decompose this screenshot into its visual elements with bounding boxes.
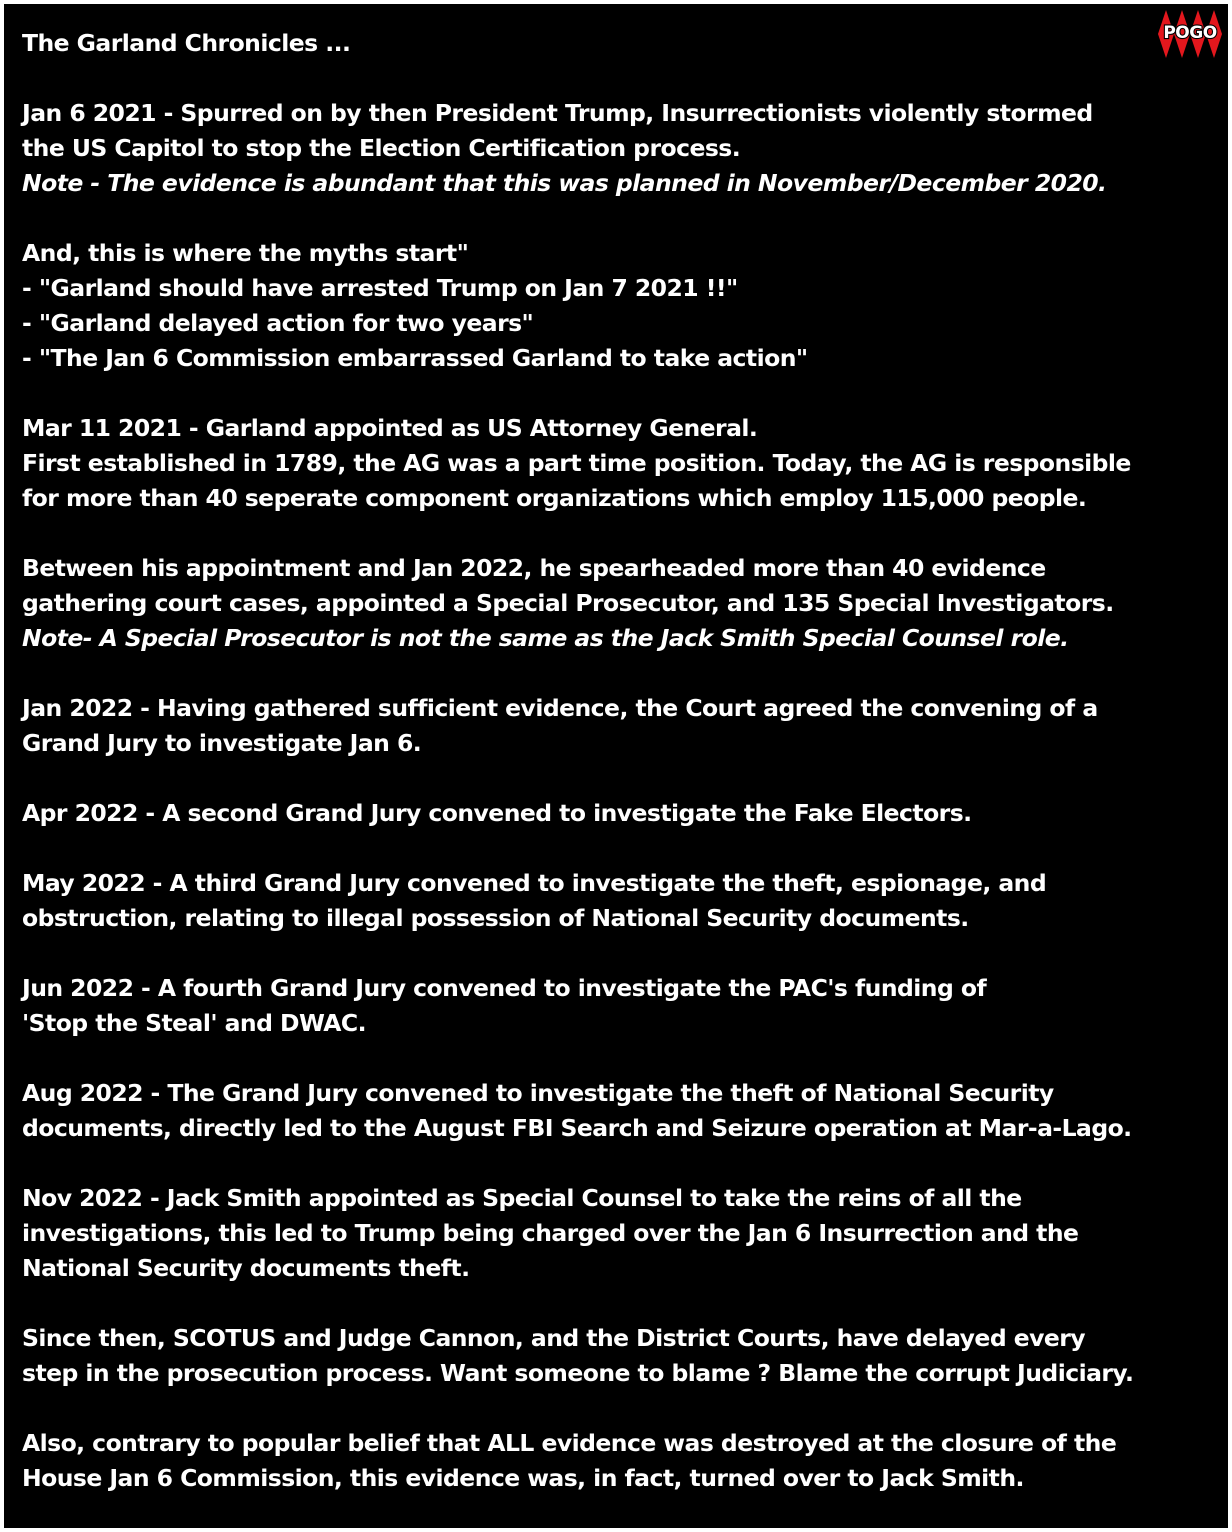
text-line: National Security documents theft.: [22, 1254, 470, 1282]
paragraph-spacer: [22, 656, 1222, 691]
text-line: - "Garland should have arrested Trump on Jan 7 2021 !!": [22, 274, 738, 302]
text-line: And, this is where the myths start": [22, 239, 469, 267]
paragraph-spacer: [22, 1286, 1222, 1321]
text-line: investigations, this led to Trump being charged over the Jan 6 Insurrection and the: [22, 1219, 1079, 1247]
text-line: - "The Jan 6 Commission embarrassed Garland to take action": [22, 344, 808, 372]
note-line: Note- A Special Prosecutor is not the same as the Jack Smith Special Counsel role.: [22, 624, 1069, 652]
paragraph-spacer: [22, 376, 1222, 411]
logo-text: POGO: [1163, 23, 1217, 43]
paragraph-spacer: [22, 831, 1222, 866]
text-line: Also, contrary to popular belief that ALL evidence was destroyed at the closure of the: [22, 1429, 1117, 1457]
text-line: Nov 2022 - Jack Smith appointed as Special Counsel to take the reins of all the: [22, 1184, 1022, 1212]
paragraph: [22, 1181, 1222, 1286]
paragraph: [22, 551, 1222, 656]
text-line: the US Capitol to stop the Election Certification process.: [22, 134, 741, 162]
text-line: House Jan 6 Commission, this evidence was, in fact, turned over to Jack Smith.: [22, 1464, 1024, 1492]
paragraph: [22, 691, 1222, 761]
note-line: Note - The evidence is abundant that this was planned in November/December 2020.: [22, 169, 1107, 197]
text-line: First established in 1789, the AG was a part time position. Today, the AG is responsible: [22, 449, 1131, 477]
paragraph: [22, 1076, 1222, 1146]
text-line: Between his appointment and Jan 2022, he spearheaded more than 40 evidence: [22, 554, 1046, 582]
paragraph: [22, 96, 1222, 201]
text-line: 'Stop the Steal' and DWAC.: [22, 1009, 366, 1037]
post-card: [4, 4, 1228, 1528]
text-line: Mar 11 2021 - Garland appointed as US Attorney General.: [22, 414, 758, 442]
paragraph: [22, 1426, 1222, 1496]
paragraph-spacer: [22, 201, 1222, 236]
post-body: [22, 26, 1222, 1496]
paragraph-spacer: [22, 61, 1222, 96]
text-line: obstruction, relating to illegal possession of National Security documents.: [22, 904, 969, 932]
text-line: Apr 2022 - A second Grand Jury convened to investigate the Fake Electors.: [22, 799, 972, 827]
text-line: step in the prosecution process. Want someone to blame ? Blame the corrupt Judiciary.: [22, 1359, 1134, 1387]
text-line: Since then, SCOTUS and Judge Cannon, and the District Courts, have delayed every: [22, 1324, 1086, 1352]
text-line: documents, directly led to the August FBI Search and Seizure operation at Mar-a-Lago.: [22, 1114, 1132, 1142]
text-line: for more than 40 seperate component organizations which employ 115,000 people.: [22, 484, 1087, 512]
text-line: Grand Jury to investigate Jan 6.: [22, 729, 422, 757]
text-line: - "Garland delayed action for two years": [22, 309, 534, 337]
text-line: Jun 2022 - A fourth Grand Jury convened to investigate the PAC's funding of: [22, 974, 987, 1002]
paragraph: [22, 1321, 1222, 1391]
text-line: May 2022 - A third Grand Jury convened to investigate the theft, espionage, and: [22, 869, 1047, 897]
paragraph-spacer: [22, 1041, 1222, 1076]
paragraph-spacer: [22, 936, 1222, 971]
paragraph-spacer: [22, 516, 1222, 551]
text-line: Jan 6 2021 - Spurred on by then President Trump, Insurrectionists violently stormed: [22, 99, 1093, 127]
text-line: Jan 2022 - Having gathered sufficient evidence, the Court agreed the convening of a: [22, 694, 1098, 722]
paragraph-spacer: [22, 1391, 1222, 1426]
text-line: Aug 2022 - The Grand Jury convened to investigate the theft of National Security: [22, 1079, 1054, 1107]
text-line: gathering court cases, appointed a Special Prosecutor, and 135 Special Investigators.: [22, 589, 1114, 617]
paragraph: [22, 796, 1222, 831]
paragraph-spacer: [22, 1146, 1222, 1181]
paragraph: [22, 411, 1222, 516]
paragraph: [22, 971, 1222, 1041]
paragraph: [22, 866, 1222, 936]
post-title: The Garland Chronicles ...: [22, 29, 351, 57]
paragraph-spacer: [22, 761, 1222, 796]
paragraph: [22, 236, 1222, 376]
paragraph-list: [22, 96, 1222, 1496]
